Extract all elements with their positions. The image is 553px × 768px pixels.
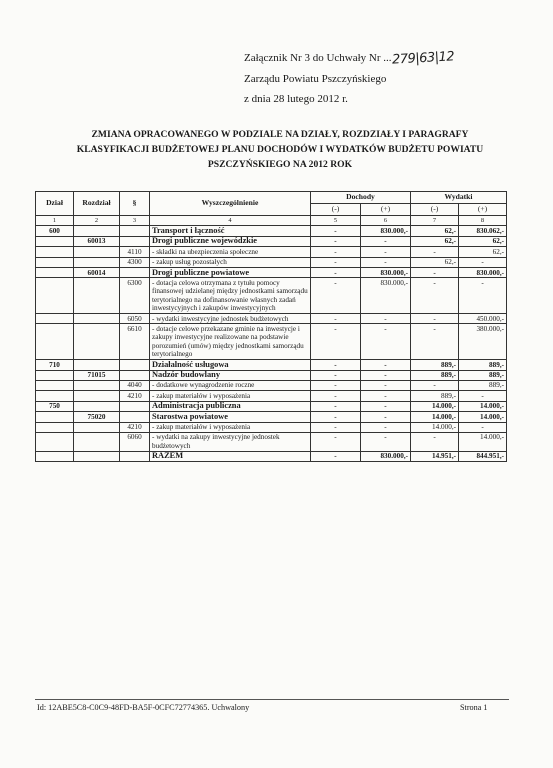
cell-paragraf (120, 360, 150, 370)
table-row (36, 401, 507, 411)
cell-dzial (36, 412, 74, 422)
header-rozdzial: Rozdział (74, 192, 120, 216)
cell-dzial (36, 278, 74, 314)
cell-dzial (36, 314, 74, 324)
cell-wyszczegolnienie: - zakup materiałów i wyposażenia (150, 422, 311, 432)
cell-dochody-minus: - (311, 257, 361, 267)
cell-dochody-minus: - (311, 432, 361, 451)
cell-dochody-minus: - (311, 268, 361, 278)
cell-wydatki-plus: 889,- (459, 380, 507, 390)
cell-paragraf (120, 268, 150, 278)
cell-wydatki-minus: - (411, 380, 459, 390)
cell-total-dochody-plus: 830.000,- (361, 451, 411, 461)
cell-wydatki-minus: 62,- (411, 226, 459, 236)
cell-wydatki-plus: 14.000,- (459, 401, 507, 411)
table-total-row (36, 451, 507, 461)
table-row (36, 370, 507, 380)
cell-wyszczegolnienie: - dodatkowe wynagrodzenie roczne (150, 380, 311, 390)
cell-dochody-plus: - (361, 412, 411, 422)
cell-rozdzial (74, 360, 120, 370)
column-number: 7 (411, 216, 459, 226)
cell-dochody-minus: - (311, 236, 361, 246)
table-row (36, 360, 507, 370)
table-row (36, 432, 507, 451)
header-resolution-prefix: Załącznik Nr 3 do Uchwały Nr ... (244, 52, 392, 64)
cell-paragraf: 6060 (120, 432, 150, 451)
cell-rozdzial (74, 314, 120, 324)
cell-wydatki-minus: - (411, 432, 459, 451)
cell-wyszczegolnienie: Administracja publiczna (150, 401, 311, 411)
cell-paragraf (120, 370, 150, 380)
cell-paragraf: 6050 (120, 314, 150, 324)
header-wydatki-plus: (+) (459, 204, 507, 216)
cell-dochody-minus: - (311, 278, 361, 314)
cell-dzial (36, 324, 74, 360)
cell-wydatki-plus: 62,- (459, 247, 507, 257)
cell-dochody-plus: - (361, 370, 411, 380)
cell-rozdzial (74, 226, 120, 236)
title-line-1: ZMIANA OPRACOWANEGO W PODZIALE NA DZIAŁY, ROZDZIAŁY I PARAGRAFY (91, 129, 469, 140)
cell-dochody-plus: - (361, 324, 411, 360)
cell-dzial (36, 370, 74, 380)
cell-dzial: 710 (36, 360, 74, 370)
cell-wydatki-minus: - (411, 324, 459, 360)
header-paragraf: § (120, 192, 150, 216)
cell-wyszczegolnienie: Transport i łączność (150, 226, 311, 236)
table-row (36, 314, 507, 324)
cell-paragraf (120, 226, 150, 236)
cell-dzial (36, 236, 74, 246)
cell-dochody-minus: - (311, 412, 361, 422)
cell-wydatki-minus: - (411, 278, 459, 314)
cell-dzial (36, 247, 74, 257)
cell-rozdzial (74, 432, 120, 451)
table-row (36, 268, 507, 278)
cell-dochody-minus: - (311, 380, 361, 390)
cell-wyszczegolnienie: Drogi publiczne wojewódzkie (150, 236, 311, 246)
column-number: 1 (36, 216, 74, 226)
cell-wydatki-minus: - (411, 247, 459, 257)
header-dzial: Dział (36, 192, 74, 216)
document-title (40, 127, 520, 172)
cell-dochody-plus: - (361, 257, 411, 267)
cell-paragraf: 4210 (120, 391, 150, 401)
cell-dochody-plus: - (361, 380, 411, 390)
title-line-3: PSZCZYŃSKIEGO NA 2012 ROK (207, 159, 353, 170)
column-number-row (36, 216, 507, 226)
cell-dochody-plus: - (361, 432, 411, 451)
cell-dochody-minus: - (311, 370, 361, 380)
column-number: 4 (150, 216, 311, 226)
footer-divider (35, 699, 509, 700)
header-dochody-minus: (-) (311, 204, 361, 216)
cell-paragraf: 4300 (120, 257, 150, 267)
cell-total-dochody-minus: - (311, 451, 361, 461)
header-line-resolution (244, 48, 454, 69)
cell-wydatki-plus: 14.000,- (459, 432, 507, 451)
cell-dzial (36, 257, 74, 267)
table-row (36, 278, 507, 314)
cell-dzial (36, 380, 74, 390)
cell-total-wydatki-plus: 844.951,- (459, 451, 507, 461)
cell-dzial (36, 268, 74, 278)
cell-rozdzial (74, 278, 120, 314)
cell-dochody-plus: 830.000,- (361, 278, 411, 314)
cell-paragraf: 4110 (120, 247, 150, 257)
table-row (36, 257, 507, 267)
cell-wydatki-minus: - (411, 314, 459, 324)
cell-dochody-minus: - (311, 401, 361, 411)
cell-dochody-minus: - (311, 360, 361, 370)
cell-paragraf (120, 401, 150, 411)
cell-wyszczegolnienie: - składki na ubezpieczenia społeczne (150, 247, 311, 257)
cell-wyszczegolnienie: - zakup usług pozostałych (150, 257, 311, 267)
cell-wydatki-minus: 62,- (411, 257, 459, 267)
cell-wydatki-minus: - (411, 268, 459, 278)
cell-wydatki-plus: 889,- (459, 370, 507, 380)
cell-dochody-minus: - (311, 226, 361, 236)
cell-wydatki-plus: - (459, 422, 507, 432)
column-number: 3 (120, 216, 150, 226)
cell-rozdzial (74, 324, 120, 360)
cell-wydatki-minus: 14.000,- (411, 422, 459, 432)
cell-dochody-minus: - (311, 324, 361, 360)
cell-rozdzial (74, 247, 120, 257)
header-line-date: z dnia 28 lutego 2012 r. (244, 93, 348, 105)
table-row (36, 236, 507, 246)
cell-rozdzial (74, 422, 120, 432)
cell-rozdzial: 71015 (74, 370, 120, 380)
cell-wydatki-plus: - (459, 391, 507, 401)
cell-wydatki-minus: 62,- (411, 236, 459, 246)
cell-dochody-plus: - (361, 236, 411, 246)
cell-dochody-minus: - (311, 247, 361, 257)
cell-paragraf: 4210 (120, 422, 150, 432)
cell-rozdzial (74, 401, 120, 411)
cell-wyszczegolnienie: Działalność usługowa (150, 360, 311, 370)
cell-wyszczegolnienie: - dotacja celowa otrzymana z tytułu pomocy finansowej udzielanej między jednostkami samorządu terytorialnego na dofinansowanie własnych zadań inwestycyjnych i zakupów inwestycyjnych (150, 278, 311, 314)
column-number: 5 (311, 216, 361, 226)
cell-wydatki-plus: 62,- (459, 236, 507, 246)
column-number: 8 (459, 216, 507, 226)
cell-rozdzial: 60013 (74, 236, 120, 246)
cell-dochody-plus: - (361, 360, 411, 370)
cell-wydatki-minus: 889,- (411, 360, 459, 370)
table-header-row-1 (36, 192, 507, 204)
cell-wydatki-minus: 889,- (411, 391, 459, 401)
cell-wyszczegolnienie: - dotacje celowe przekazane gminie na inwestycje i zakupy inwestycyjne realizowane na podstawie porozumień (umów) między jednostkami samorządu terytorialnego (150, 324, 311, 360)
cell-paragraf (120, 412, 150, 422)
cell-dochody-minus: - (311, 314, 361, 324)
table-row (36, 226, 507, 236)
cell-total-wydatki-minus: 14.951,- (411, 451, 459, 461)
cell-wydatki-minus: 889,- (411, 370, 459, 380)
cell-wyszczegolnienie: - wydatki na zakupy inwestycyjne jednostek budżetowych (150, 432, 311, 451)
header-dochody-plus: (+) (361, 204, 411, 216)
cell-wydatki-plus: - (459, 278, 507, 314)
cell-total-label: RAZEM (150, 451, 311, 461)
cell-rozdzial (74, 391, 120, 401)
cell-wydatki-plus: 830.000,- (459, 268, 507, 278)
header-line-board: Zarządu Powiatu Pszczyńskiego (244, 73, 387, 85)
table-body (36, 226, 507, 462)
header-dochody: Dochody (311, 192, 411, 204)
table-row (36, 422, 507, 432)
cell-dochody-plus: - (361, 391, 411, 401)
table-row (36, 380, 507, 390)
cell-dzial: 750 (36, 401, 74, 411)
cell-wyszczegolnienie: Drogi publiczne powiatowe (150, 268, 311, 278)
column-number: 6 (361, 216, 411, 226)
cell-wydatki-plus: 380.000,- (459, 324, 507, 360)
cell-dzial (36, 432, 74, 451)
header-block (244, 48, 454, 109)
title-line-2: KLASYFIKACJI BUDŻETOWEJ PLANU DOCHODÓW I WYDATKÓW BUDŻETU POWIATU (76, 144, 484, 155)
cell-dzial (36, 422, 74, 432)
cell-paragraf: 6300 (120, 278, 150, 314)
table-row (36, 247, 507, 257)
cell-dochody-plus: - (361, 314, 411, 324)
handwritten-resolution-number: 279|63|12 (391, 49, 455, 68)
cell-wydatki-plus: 830.062,- (459, 226, 507, 236)
cell-paragraf (120, 236, 150, 246)
cell-empty (120, 451, 150, 461)
cell-dochody-plus: - (361, 422, 411, 432)
cell-paragraf: 4040 (120, 380, 150, 390)
cell-wydatki-plus: - (459, 257, 507, 267)
cell-dochody-plus: 830.000,- (361, 268, 411, 278)
cell-dochody-minus: - (311, 422, 361, 432)
cell-wyszczegolnienie: Nadzór budowlany (150, 370, 311, 380)
cell-empty (74, 451, 120, 461)
cell-dochody-plus: - (361, 247, 411, 257)
cell-wydatki-plus: 889,- (459, 360, 507, 370)
cell-dzial: 600 (36, 226, 74, 236)
cell-wydatki-minus: 14.000,- (411, 412, 459, 422)
cell-wydatki-plus: 450.000,- (459, 314, 507, 324)
header-wydatki: Wydatki (411, 192, 507, 204)
cell-rozdzial: 60014 (74, 268, 120, 278)
cell-empty (36, 451, 74, 461)
cell-wydatki-plus: 14.000,- (459, 412, 507, 422)
header-wyszczegolnienie: Wyszczególnienie (150, 192, 311, 216)
footer-page-number: Strona 1 (460, 703, 488, 712)
table-row (36, 324, 507, 360)
table-row (36, 412, 507, 422)
cell-wyszczegolnienie: - wydatki inwestycyjne jednostek budżetowych (150, 314, 311, 324)
cell-dochody-plus: - (361, 401, 411, 411)
cell-wyszczegolnienie: Starostwa powiatowe (150, 412, 311, 422)
cell-rozdzial: 75020 (74, 412, 120, 422)
cell-rozdzial (74, 380, 120, 390)
header-wydatki-minus: (-) (411, 204, 459, 216)
cell-paragraf: 6610 (120, 324, 150, 360)
table-row (36, 391, 507, 401)
cell-wydatki-minus: 14.000,- (411, 401, 459, 411)
column-number: 2 (74, 216, 120, 226)
budget-table (35, 191, 507, 462)
cell-dochody-plus: 830.000,- (361, 226, 411, 236)
footer-document-id: Id: 12ABE5C8-C0C9-48FD-BA5F-0CFC72774365. Uchwalony (37, 703, 250, 712)
cell-dzial (36, 391, 74, 401)
cell-dochody-minus: - (311, 391, 361, 401)
cell-wyszczegolnienie: - zakup materiałów i wyposażenia (150, 391, 311, 401)
cell-rozdzial (74, 257, 120, 267)
